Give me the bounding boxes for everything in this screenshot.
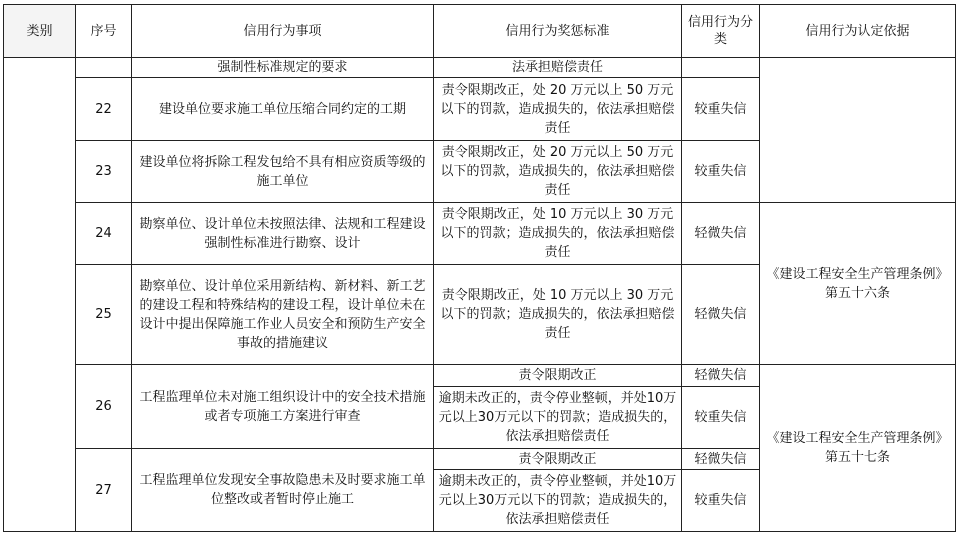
- table-row: [4, 58, 956, 78]
- header-penalty: 信用行为奖惩标准: [434, 5, 682, 58]
- behavior-cell: 强制性标准规定的要求: [132, 58, 434, 78]
- behavior-cell: 勘察单位、设计单位未按照法律、法规和工程建设强制性标准进行勘察、设计: [132, 203, 434, 265]
- penalty-cell: 逾期未改正的，责令停业整顿，并处10万元以上30万元以下的罚款；造成损失的，依法承担赔偿责任: [434, 470, 682, 532]
- classification-cell: [682, 58, 760, 78]
- classification-cell: 轻微失信: [682, 265, 760, 365]
- header-behavior: 信用行为事项: [132, 5, 434, 58]
- classification-cell: 轻微失信: [682, 449, 760, 470]
- classification-cell: 较重失信: [682, 78, 760, 141]
- header-category: 类别: [4, 5, 76, 58]
- category-cell: [4, 58, 76, 532]
- behavior-cell: 勘察单位、设计单位采用新结构、新材料、新工艺的建设工程和特殊结构的建设工程，设计单位未在设计中提出保障施工作业人员安全和预防生产安全事故的措施建议: [132, 265, 434, 365]
- header-basis: 信用行为认定依据: [760, 5, 956, 58]
- penalty-cell: 责令限期改正: [434, 449, 682, 470]
- penalty-cell: 责令限期改正，处 20 万元以上 50 万元以下的罚款，造成损失的，依法承担赔偿责任: [434, 78, 682, 141]
- table-header-row: [4, 5, 956, 58]
- classification-cell: 较重失信: [682, 387, 760, 449]
- penalty-cell: 责令限期改正，处 10 万元以上 30 万元以下的罚款；造成损失的，依法承担赔偿责任: [434, 203, 682, 265]
- classification-cell: 轻微失信: [682, 365, 760, 387]
- table-row: [4, 365, 956, 387]
- basis-cell: [760, 58, 956, 203]
- seq-cell: 27: [76, 449, 132, 532]
- basis-cell: 《建设工程安全生产管理条例》第五十七条: [760, 365, 956, 532]
- behavior-cell: 工程监理单位发现安全事故隐患未及时要求施工单位整改或者暂时停止施工: [132, 449, 434, 532]
- header-seq: 序号: [76, 5, 132, 58]
- penalty-cell: 责令限期改正: [434, 365, 682, 387]
- classification-cell: 较重失信: [682, 141, 760, 203]
- header-classification: 信用行为分类: [682, 5, 760, 58]
- penalty-cell: 责令限期改正，处 20 万元以上 50 万元以下的罚款，造成损失的，依法承担赔偿责任: [434, 141, 682, 203]
- document-page: [3, 4, 956, 532]
- seq-cell: 25: [76, 265, 132, 365]
- seq-cell: 22: [76, 78, 132, 141]
- penalty-cell: 逾期未改正的，责令停业整顿，并处10万元以上30万元以下的罚款；造成损失的，依法承担赔偿责任: [434, 387, 682, 449]
- behavior-cell: 工程监理单位未对施工组织设计中的安全技术措施或者专项施工方案进行审查: [132, 365, 434, 449]
- seq-cell: [76, 58, 132, 78]
- classification-cell: 较重失信: [682, 470, 760, 532]
- classification-cell: 轻微失信: [682, 203, 760, 265]
- penalty-cell: 法承担赔偿责任: [434, 58, 682, 78]
- table-row: [4, 203, 956, 265]
- behavior-cell: 建设单位将拆除工程发包给不具有相应资质等级的施工单位: [132, 141, 434, 203]
- seq-cell: 24: [76, 203, 132, 265]
- basis-cell: 《建设工程安全生产管理条例》第五十六条: [760, 203, 956, 365]
- behavior-cell: 建设单位要求施工单位压缩合同约定的工期: [132, 78, 434, 141]
- penalty-cell: 责令限期改正，处 10 万元以上 30 万元以下的罚款；造成损失的，依法承担赔偿责任: [434, 265, 682, 365]
- seq-cell: 26: [76, 365, 132, 449]
- credit-behavior-table: [3, 4, 956, 532]
- seq-cell: 23: [76, 141, 132, 203]
